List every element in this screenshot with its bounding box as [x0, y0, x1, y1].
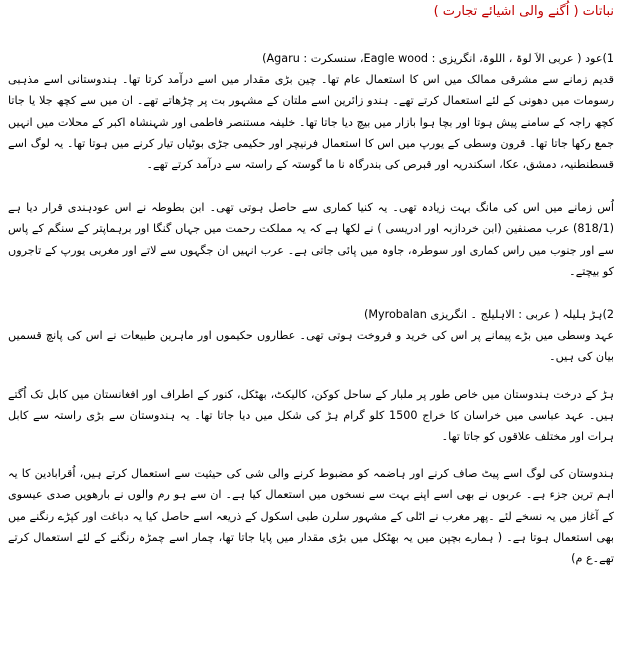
section-heading-agarwood: 1)عود ( عربی الاَ لوۃ ، اللوۃ، انگریزی : Eagle wood، سنسکرت : Agaru) [262, 52, 614, 65]
paragraph-agarwood-history: قدیم زمانے سے مشرقی ممالک میں اس کا استعمال عام تھا۔ چین بڑی مقدار میں اسے درآمد کرتا تھا۔ ہندوستانی اسے مذہبی رسومات میں دھونی کے لئے استعمال کرتے تھے۔ ہندو زائرین اسے ملتان کے مشہور بت پر چڑھاتے تھے۔ ان میں سے کچھ جلا یا جاتا کچھ راجہ کے سامنے پیش ہوتا اور بچا ہوا بازار میں بیچ دیا جاتا تھا۔ خلیفہ مستنصر فاطمی اور شہنشاہ اکبر کے محلات میں انہیں جمع رکھا جاتا تھا۔ قرون وسطی کے یورپ میں اس کا استعمال فرنیچر اور حکیمی جڑی بوٹیاں تیار کرنے میں ہوتا تھا۔ یہ لوگ اسے قسطنطنیہ، دمشق، عکا، اسکندریہ اور قبرص کی بندرگاہ نا ما گوستہ کے راستہ سے درآمد کرتے تھے۔ [8, 73, 614, 172]
page-title: نباتات ( اُگنے والی اشیائے تجارت ) [433, 4, 614, 19]
paragraph-myrobalan-intro: عہد وسطی میں بڑے پیمانے پر اس کی خرید و فروخت ہوتی تھی۔ عطاروں حکیموں اور ماہرین طبیعات نے اس کی پانچ قسمیں بیان کی ہیں۔ [8, 329, 614, 364]
section-heading-myrobalan: 2)ہڑ ہلیلہ ( عربی : الاہلیلج ۔ انگریزی Myrobalan) [363, 308, 614, 322]
paragraph-agarwood-trade: اُس زمانے میں اس کی مانگ بہت زیادہ تھی۔ یہ کنیا کماری سے حاصل ہوتی تھی۔ ابن بطوطہ نے اس عودہندی قرار دیا ہے (818/1) عرب مصنفین (ابن خردازبہ اور ادریسی ) نے لکھا ہے کہ یہ مملکت رحمت میں جہاں گنگا اور برہماپتر کے سنگم کے پاس سے اور جنوب میں راس کماری اور سوطرہ، جاوہ میں پائی جاتی ہے۔ عرب انہیں ان جگہوں سے لاتے اور مغربی یورپ کے تاجروں کو بیچتے۔ [8, 201, 614, 278]
paragraph-myrobalan-uses: ہندوستان کی لوگ اسے پیٹ صاف کرنے اور ہاضمہ کو مضبوط کرنے والی شی کی حیثیت سے استعمال کرتے ہیں، اُقرابادین کا یہ اہم ترین جزء ہے۔ عربوں نے بھی اسے اپنے بہت سے نسخوں میں استعمال کیا ہے۔ ان سے ہو رم والوں نے بارھویں صدی عیسوی کے آغاز میں یہ نسخے لئے ۔پھر مغرب نے اٹلی کے مشہور سلرن طبی اسکول کے ذریعہ اسے حاصل کیا یہ دباغت اور کپڑے رنگنے میں بھی استعمال ہوتا ہے۔ ( ہمارے بچپن میں یہ بھٹکل میں بڑی مقدار میں پایا جاتا تھا، چمار اسے چمڑہ رنگنے کے لئے استعمال کرتے تھے۔ع م) [8, 467, 614, 566]
paragraph-myrobalan-growth: ہڑ کے درخت ہندوستان میں خاص طور پر ملبار کے ساحل کوکن، کالیکٹ، بھٹکل، کنور کے اطراف اور افغانستان میں کابل تک اُگتے ہیں۔ عہد عباسی میں خراسان کا خراج 1500 کلو گرام ہڑ کی شکل میں دیا جاتا تھا۔ یہ ہندوستان سے بڑی راستہ سے کابل ہرات اور مختلف علاقوں کو جاتا تھا۔ [8, 387, 615, 444]
